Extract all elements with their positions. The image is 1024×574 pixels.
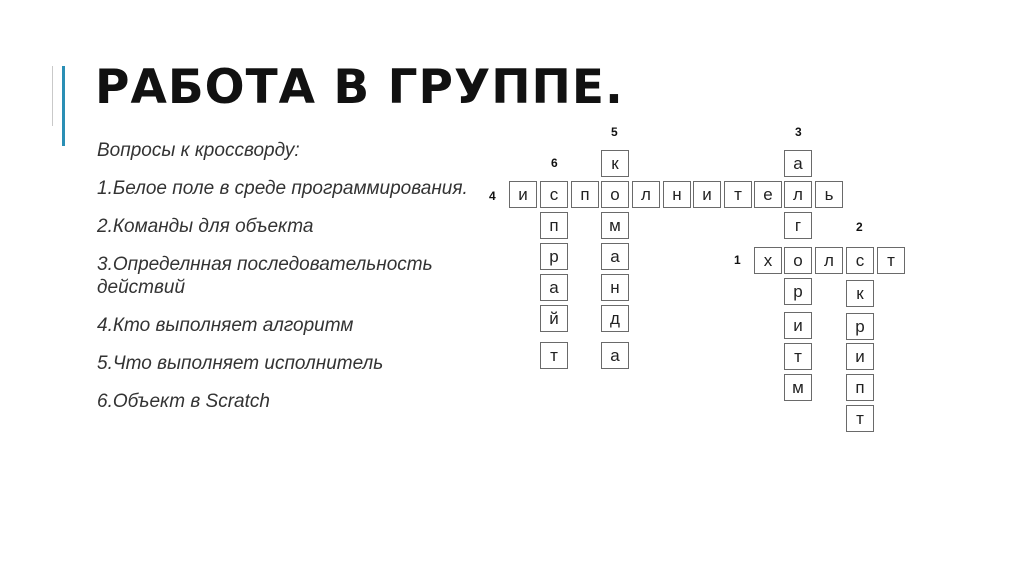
crossword-cell: т xyxy=(877,247,905,274)
crossword-cell: к xyxy=(846,280,874,307)
crossword-cell: д xyxy=(601,305,629,332)
question-4: 4.Кто выполняет алгоритм xyxy=(97,315,354,336)
clue-number-3: 3 xyxy=(795,125,802,139)
crossword-cell: т xyxy=(846,405,874,432)
clue-number-1: 1 xyxy=(734,253,741,267)
crossword-cell: о xyxy=(601,181,629,208)
crossword-cell: и xyxy=(784,312,812,339)
clue-number-5: 5 xyxy=(611,125,618,139)
crossword-cell: р xyxy=(784,278,812,305)
crossword-cell: ь xyxy=(815,181,843,208)
question-2: 2.Команды для объекта xyxy=(97,216,314,237)
crossword-cell: а xyxy=(784,150,812,177)
crossword-cell: л xyxy=(632,181,660,208)
crossword-cell: т xyxy=(540,342,568,369)
crossword-cell: г xyxy=(784,212,812,239)
clue-number-2: 2 xyxy=(856,220,863,234)
crossword-cell: п xyxy=(540,212,568,239)
crossword-cell: м xyxy=(784,374,812,401)
crossword-cell: т xyxy=(784,343,812,370)
crossword-cell: л xyxy=(784,181,812,208)
crossword-cell: н xyxy=(601,274,629,301)
question-6: 6.Объект в Scratch xyxy=(97,391,270,412)
crossword-cell: р xyxy=(846,313,874,340)
question-5: 5.Что выполняет исполнитель xyxy=(97,353,384,374)
crossword-cell: н xyxy=(663,181,691,208)
clue-number-6: 6 xyxy=(551,156,558,170)
crossword-cell: р xyxy=(540,243,568,270)
slide-title: РАБОТА В ГРУППЕ. xyxy=(95,60,624,115)
crossword-cell: а xyxy=(540,274,568,301)
crossword-cell: с xyxy=(846,247,874,274)
crossword-cell: п xyxy=(571,181,599,208)
question-1: 1.Белое поле в среде программирования. xyxy=(97,178,468,199)
crossword-cell: х xyxy=(754,247,782,274)
crossword-cell: к xyxy=(601,150,629,177)
crossword-cell: а xyxy=(601,243,629,270)
crossword-cell: т xyxy=(724,181,752,208)
crossword-cell: а xyxy=(601,342,629,369)
crossword-cell: е xyxy=(754,181,782,208)
question-3: 3.Определнная последовательность действий xyxy=(97,254,433,298)
crossword-cell: п xyxy=(846,374,874,401)
crossword-cell: м xyxy=(601,212,629,239)
crossword-cell: л xyxy=(815,247,843,274)
crossword-cell: с xyxy=(540,181,568,208)
questions-heading: Вопросы к кроссворду: xyxy=(97,140,300,161)
crossword-cell: и xyxy=(846,343,874,370)
clue-number-4: 4 xyxy=(489,189,496,203)
crossword-cell: й xyxy=(540,305,568,332)
crossword-cell: и xyxy=(509,181,537,208)
crossword-cell: о xyxy=(784,247,812,274)
crossword-cell: и xyxy=(693,181,721,208)
